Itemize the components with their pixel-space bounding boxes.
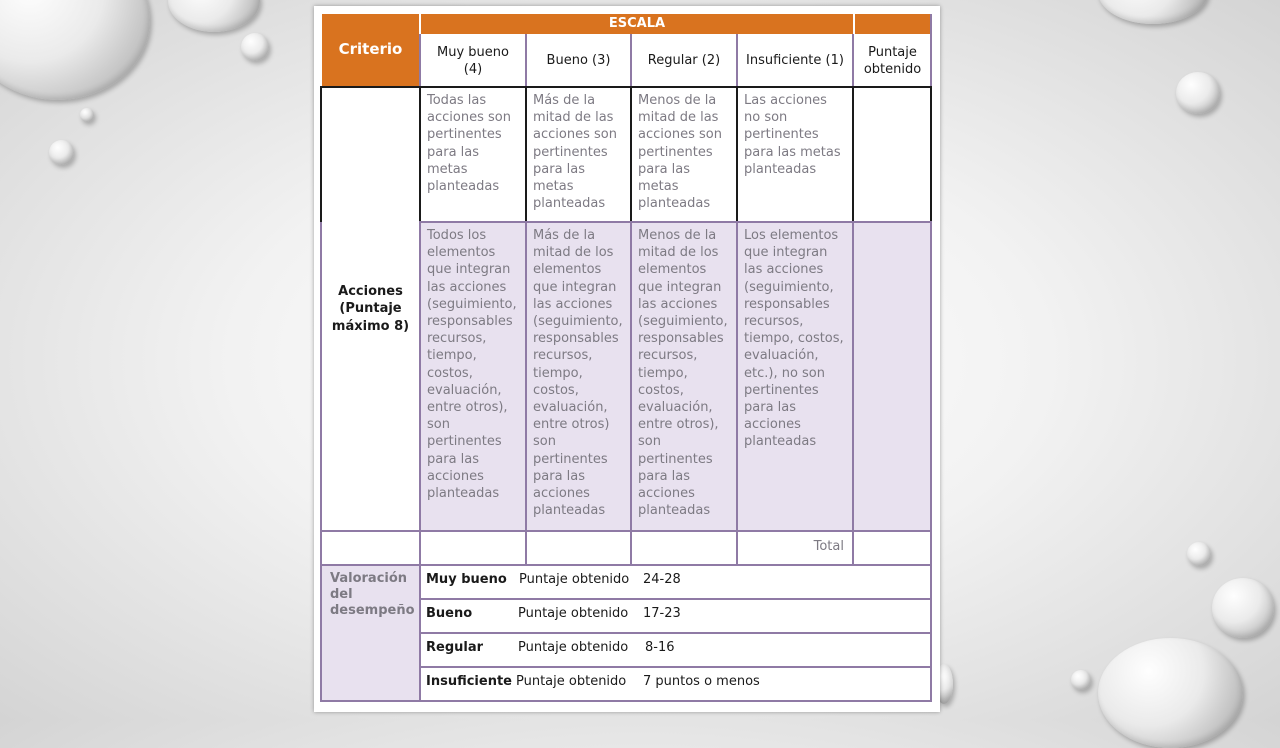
grid-line [736,530,738,566]
column-header-bueno: Bueno (3) [527,36,630,86]
water-drop-decoration [80,108,94,122]
criterio-header: Criterio [322,14,419,86]
level-muy-bueno-text: Puntaje obtenido [519,572,630,587]
column-header-insuficiente: Insuficiente (1) [738,36,852,86]
grid-line [852,530,854,566]
grid-line [930,530,932,566]
valoracion-label: Valoración del desempeño [322,566,419,700]
grid-line [419,222,421,532]
column-header-puntaje: Puntaje obtenido [855,36,930,86]
water-drop-decoration [168,0,260,32]
descriptor-r1-muy-bueno: Todas las acciones son pertinentes para las metas planteadas [427,93,511,195]
grid-line [320,530,322,566]
descriptor-r1-bueno: Más de la mitad de las acciones son pertinentes para las metas planteadas [533,93,617,212]
grid-line [736,86,738,222]
water-drop-decoration [1187,542,1211,566]
grid-line [320,700,932,702]
total-score [854,532,930,564]
header-separator [852,34,854,88]
criterion-label: Acciones (Puntaje máximo 8) [331,284,410,334]
grid-line [419,530,421,566]
grid-line [852,86,854,222]
level-insuficiente: Insuficiente [426,674,512,689]
grid-line [419,666,932,668]
total-row-blank [322,532,419,564]
column-header-muy-bueno: Muy bueno (4) [421,36,525,86]
level-bueno-range: 17-23 [643,606,681,621]
grid-line [630,222,632,532]
grid-line [736,222,738,532]
header-separator [930,14,932,88]
grid-line [930,86,932,222]
header-separator [736,34,738,88]
water-drop-decoration [1098,638,1243,748]
descriptor-r1-insuficiente: Las acciones no son pertinentes para las metas planteadas [744,93,841,177]
level-insuficiente-range: 7 puntos o menos [643,674,760,689]
level-insuficiente-text: Puntaje obtenido [516,674,627,689]
level-muy-bueno: Muy bueno [426,572,507,587]
escala-header-right [854,14,930,34]
water-drop-decoration [0,0,150,100]
grid-line [630,86,632,222]
level-bueno: Bueno [426,606,473,621]
header-divider [853,14,855,34]
grid-line [525,530,527,566]
descriptor-r2-bueno: Más de la mitad de los elementos que integran las acciones (seguimiento, responsables recursos, tiempo, costos, evaluación, entre otros) son pertinentes para las acciones planteadas [527,223,630,530]
water-drop-decoration [241,33,269,61]
level-regular: Regular [426,640,484,655]
grid-line [419,632,932,634]
water-drop-decoration [1071,670,1091,690]
grid-line [525,86,527,222]
water-drop-decoration [1212,578,1274,638]
score-r2 [854,223,930,530]
level-regular-text: Puntaje obtenido [518,640,629,655]
grid-line [419,86,421,222]
level-bueno-text: Puntaje obtenido [518,606,629,621]
level-regular-range: 8-16 [645,640,675,655]
rubric-document [314,6,940,712]
header-separator [630,34,632,88]
header-separator [419,34,421,88]
grid-line [630,530,632,566]
descriptor-r2-regular: Menos de la mitad de los elementos que integran las acciones (seguimiento, responsables recursos, tiempo, costos, evaluación, entre otros), son pertinentes para las acciones planteadas [632,223,736,530]
grid-line [930,222,932,532]
level-muy-bueno-range: 24-28 [643,572,681,587]
water-drop-decoration [1098,0,1208,24]
grid-line [852,222,854,532]
water-drop-decoration [1176,72,1220,114]
descriptor-r2-insuficiente: Los elementos que integran las acciones (seguimiento, responsables recursos, tiempo, costos, evaluación, etc.), no son pertinentes para las acciones planteadas [738,223,852,530]
grid-line [320,222,322,532]
descriptor-r2-muy-bueno: Todos los elementos que integran las acciones (seguimiento, responsables recursos, tiempo, costos, evaluación, entre otros), son pertinentes para las acciones planteadas [421,223,525,530]
column-header-regular: Regular (2) [632,36,736,86]
grid-line [320,564,322,702]
grid-line [320,86,932,88]
header-separator [525,34,527,88]
escala-header: ESCALA [421,14,853,34]
grid-line [419,598,932,600]
descriptor-r1-regular: Menos de la mitad de las acciones son pertinentes para las metas planteadas [638,93,722,212]
grid-line [320,86,322,222]
water-drop-decoration [49,140,74,165]
grid-line [525,222,527,532]
score-r1 [854,88,930,222]
total-label: Total [813,539,844,554]
